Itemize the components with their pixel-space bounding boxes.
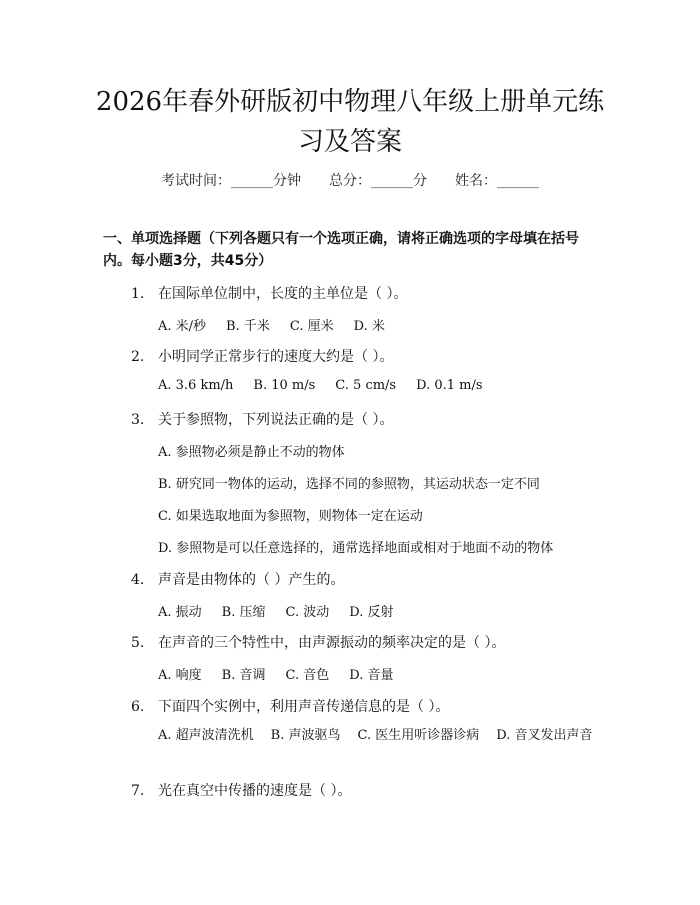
question-text: 在声音的三个特性中，由声源振动的频率决定的是（ ）。	[158, 635, 506, 651]
question-number: 2.	[131, 349, 145, 365]
question-6	[131, 696, 601, 716]
question-3	[131, 409, 601, 429]
option-c: C. 音色	[285, 668, 330, 683]
option-a: A. 参照物必须是静止不动的物体	[158, 445, 345, 460]
option-b: B. 10 m/s	[253, 378, 316, 393]
time-field: 考试时间：______分钟	[161, 173, 301, 189]
question-number: 3.	[131, 412, 145, 428]
question-text: 光在真空中传播的速度是（ ）。	[158, 783, 352, 799]
question-text: 关于参照物，下列说法正确的是（ ）。	[158, 412, 394, 428]
option-d: D. 0.1 m/s	[416, 378, 483, 393]
option-b: B. 声波驱鸟	[270, 728, 341, 743]
question-number: 5.	[131, 635, 145, 651]
question-4-options	[158, 601, 413, 620]
question-number: 7.	[131, 783, 145, 799]
option-b: B. 压缩	[221, 605, 266, 620]
question-number: 6.	[131, 699, 145, 715]
question-1	[131, 283, 601, 303]
name-field: 姓名：______	[455, 173, 539, 189]
question-2	[131, 346, 601, 366]
question-number: 1.	[131, 286, 145, 302]
score-field: 总分：______分	[329, 173, 427, 189]
question-6-options	[104, 720, 598, 752]
option-b: B. 千米	[226, 319, 270, 334]
page-title: 2026年春外研版初中物理八年级上册单元练习及答案	[95, 87, 605, 157]
question-7	[131, 780, 601, 800]
question-2-options	[158, 378, 503, 393]
option-c: C. 医生用听诊器诊病	[357, 728, 480, 743]
option-c: C. 如果选取地面为参照物，则物体一定在运动	[158, 509, 423, 524]
question-4	[131, 569, 601, 589]
exam-meta	[0, 170, 700, 190]
option-a: A. 振动	[158, 605, 202, 620]
section-heading: 一、单项选择题（下列各题只有一个选项正确，请将正确选项的字母填在括号内。每小题3分，共45分）	[103, 231, 579, 269]
option-c: C. 厘米	[289, 319, 334, 334]
option-d: D. 米	[353, 319, 385, 334]
question-text: 在国际单位制中，长度的主单位是（ ）。	[158, 286, 408, 302]
question-text: 小明同学正常步行的速度大约是（ ）。	[158, 349, 394, 365]
question-1-options	[158, 315, 405, 334]
option-d: D. 反射	[349, 605, 394, 620]
option-c: C. 5 cm/s	[335, 378, 397, 393]
question-5-options	[158, 664, 413, 683]
option-b: B. 研究同一物体的运动，选择不同的参照物，其运动状态一定不同	[158, 477, 540, 492]
question-number: 4.	[131, 572, 145, 588]
option-a: A. 超声波清洗机	[158, 728, 254, 743]
question-text: 声音是由物体的（ ）产生的。	[158, 572, 345, 588]
option-a: A. 响度	[158, 668, 202, 683]
option-d: D. 参照物是可以任意选择的，通常选择地面或相对于地面不动的物体	[158, 541, 554, 556]
option-c: C. 波动	[285, 605, 330, 620]
option-a: A. 3.6 km/h	[158, 378, 234, 393]
question-5	[131, 632, 601, 652]
option-a: A. 米/秒	[158, 319, 207, 334]
option-d: D. 音叉发出声音	[496, 728, 593, 743]
option-b: B. 音调	[221, 668, 266, 683]
question-text: 下面四个实例中，利用声音传递信息的是（ ）。	[158, 699, 450, 715]
option-d: D. 音量	[349, 668, 394, 683]
